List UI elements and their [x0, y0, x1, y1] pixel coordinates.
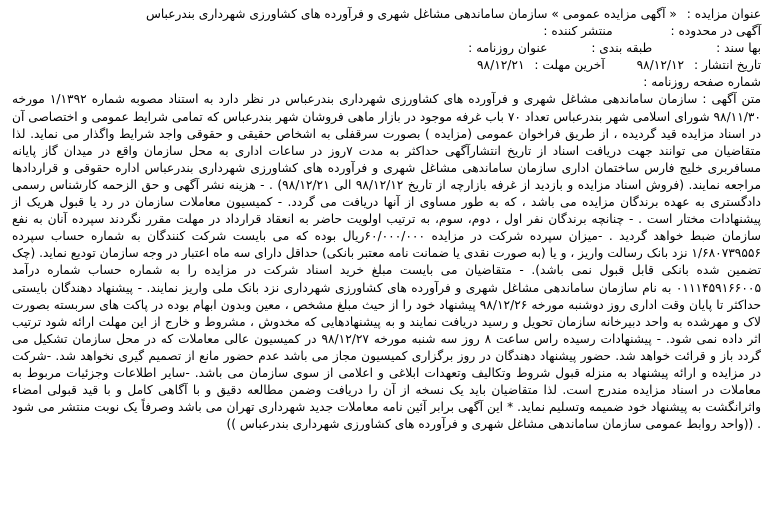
intro-label: متن آگهی : — [702, 92, 761, 107]
meta-row-1 — [12, 40, 761, 57]
price-label: بها سند : — [716, 41, 761, 56]
notice-body — [12, 91, 761, 433]
region-label: آگهی در محدوده : — [670, 24, 761, 39]
body-text: سازمان ساماندهی مشاغل شهری و فرآورده های کشاورزی شهرداری بندرعباس در نظر دارد به استناد مصوبه شماره ۱/۱۳۹۲ مورخه ۹۸/۱۱/۳۰ شورای اسلامی شهر بندرعباس تعداد ۷۰ باب غرفه موجود در بازار ماهی فروشان شهر بندرعباس که تمامی شرایط عمومی و اختصاصی آن در اسناد مزایده قید گردیده ، از طریق فراخوان عمومی (مزایده ) بصورت سرقفلی به اشخاص حقیقی و حقوقی واجد شرایط واگذار می نماید. لذا متقاضیان می توانند جهت دریافت اسناد از تاریخ انتشارآگهی حداکثر به مدت ۷روز در ساعات اداری به محل سازمان واقع در میدان گاز پایانه مسافربری خلیج فارس ساختمان اداری سازمان ساماندهی مشاغل شهری و فرآورده های کشاورزی شهرداری بندرعباس اداره حقوقی و قراردادها مراجعه نمایند. (فروش اسناد مزایده و بازدید از غرفه بازارچه از تاریخ ۹۸/۱۲/۱۲ الی ۹۸/۱۲/۲۱) . - هزینه نشر آگهی و حق الزحمه کارشناس رسمی دادگستری به عهده برندگان مزایده می باشد ، که به طور مساوی از آنها دریافت می گردد. - کمیسیون معاملات سازمان در رد یا قبول هریک از پیشنهادات مختار است . - چنانچه برندگان نفر اول ، دوم، سوم، به ترتیب اولویت حاضر به انعقاد قرارداد در مهلت مقرر نگردند سپرده آنان به نفع سازمان ضبط خواهد گردید . -میزان سپرده شرکت در مزایده ۶۰/۰۰۰/۰۰۰ریال بوده که می بایست شرکت کنندگان به شماره حساب سپرده ۱/۶۸۰۷۳۹۵۵۶ نزد بانک رسالت واریز ، و یا (به صورت نقدی یا ضمانت نامه معتبر بانکی) حداقل دارای سه ماه اعتبار در وجه سازمان تودیع نماید. (چک تضمین شده بانکی قابل قبول نمی باشد). - متقاضیان می بایست مبلغ خرید اسناد شرکت در مزایده را به شماره حساب شماره درآمد ۰۱۱۱۴۵۹۱۶۶۰۰۵ به نام سازمان ساماندهی مشاغل شهری و فرآورده های کشاورزی شهرداری نزد بانک ملی واریز نمایند. - پیشنهاد دهندگان بایستی حداکثر تا پایان وقت اداری روز دوشنبه مورخه ۹۸/۱۲/۲۶ پیشنهاد خود را از حیث مبلغ مشخص ، معین وبدون ابهام بوده در پاکت های سربسته بصورت لاک و مهرشده به واحد دبیرخانه سازمان تحویل و رسید دریافت نمایند و به پیشنهادهایی که مخدوش ، مشروط و خارج از این مهلت ارائه شود ترتیب اثر داده نمی شود. - پیشنهادات رسیده راس ساعت ۸ روز سه شنبه مورخه ۹۸/۱۲/۲۷ در کمیسیون عالی معاملات که در محل سازمان تشکیل می گردد باز و قرائت خواهد شد. حضور پیشنهاد دهندگان در روز برگزاری کمیسیون مجاز می باشد عدم حضور مانع از تصمیم گیری نخواهد شد. -شرکت در مزایده و ارائه پیشنهاد به منزله قبول شروط وتکالیف وتعهدات ابلاغی و اعلامی از سوی سازمان می باشد. -سایر اطلاعات وجزئیات مربوط به معاملات در اسناد مزایده مندرج است. لذا متقاضیان باید یک نسخه از آن را دریافت وضمن مطالعه دقیق و با آگاهی کامل و با قید قبولی امضاء واثرانگشت به پیشنهاد خود ضمیمه وتسلیم نماید. * این آگهی برابر آئین نامه معاملات جدید شهرداری تهران می باشد وصرفاً یک نوبت منتشر می شود . ((واحد روابط عمومی سازمان ساماندهی مشاغل شهری و فرآورده های کشاورزی شهرداری بندرعباس )) — [12, 92, 762, 432]
publish-date-value: ۹۸/۱۲/۱۲ — [636, 58, 685, 73]
title-row — [12, 6, 761, 23]
title-label: عنوان مزایده : — [686, 7, 761, 21]
newspaper-label: عنوان روزنامه : — [468, 41, 548, 56]
category-label: طبقه بندی : — [591, 41, 653, 56]
page-number-label: شماره صفحه روزنامه : — [643, 75, 761, 90]
title-value: « آگهی مزایده عمومی » سازمان ساماندهی مشاغل شهری و فرآورده های کشاورزی شهرداری بندرعباس — [145, 7, 677, 21]
region-row — [12, 23, 761, 40]
deadline-label: آخرین مهلت : — [534, 58, 605, 73]
publish-date-label: تاریخ انتشار : — [693, 58, 761, 73]
publisher-label: منتشر کننده : — [543, 24, 613, 39]
deadline-value: ۹۸/۱۲/۲۱ — [477, 58, 525, 73]
page-number-row — [12, 74, 761, 91]
meta-row-2 — [12, 57, 761, 74]
